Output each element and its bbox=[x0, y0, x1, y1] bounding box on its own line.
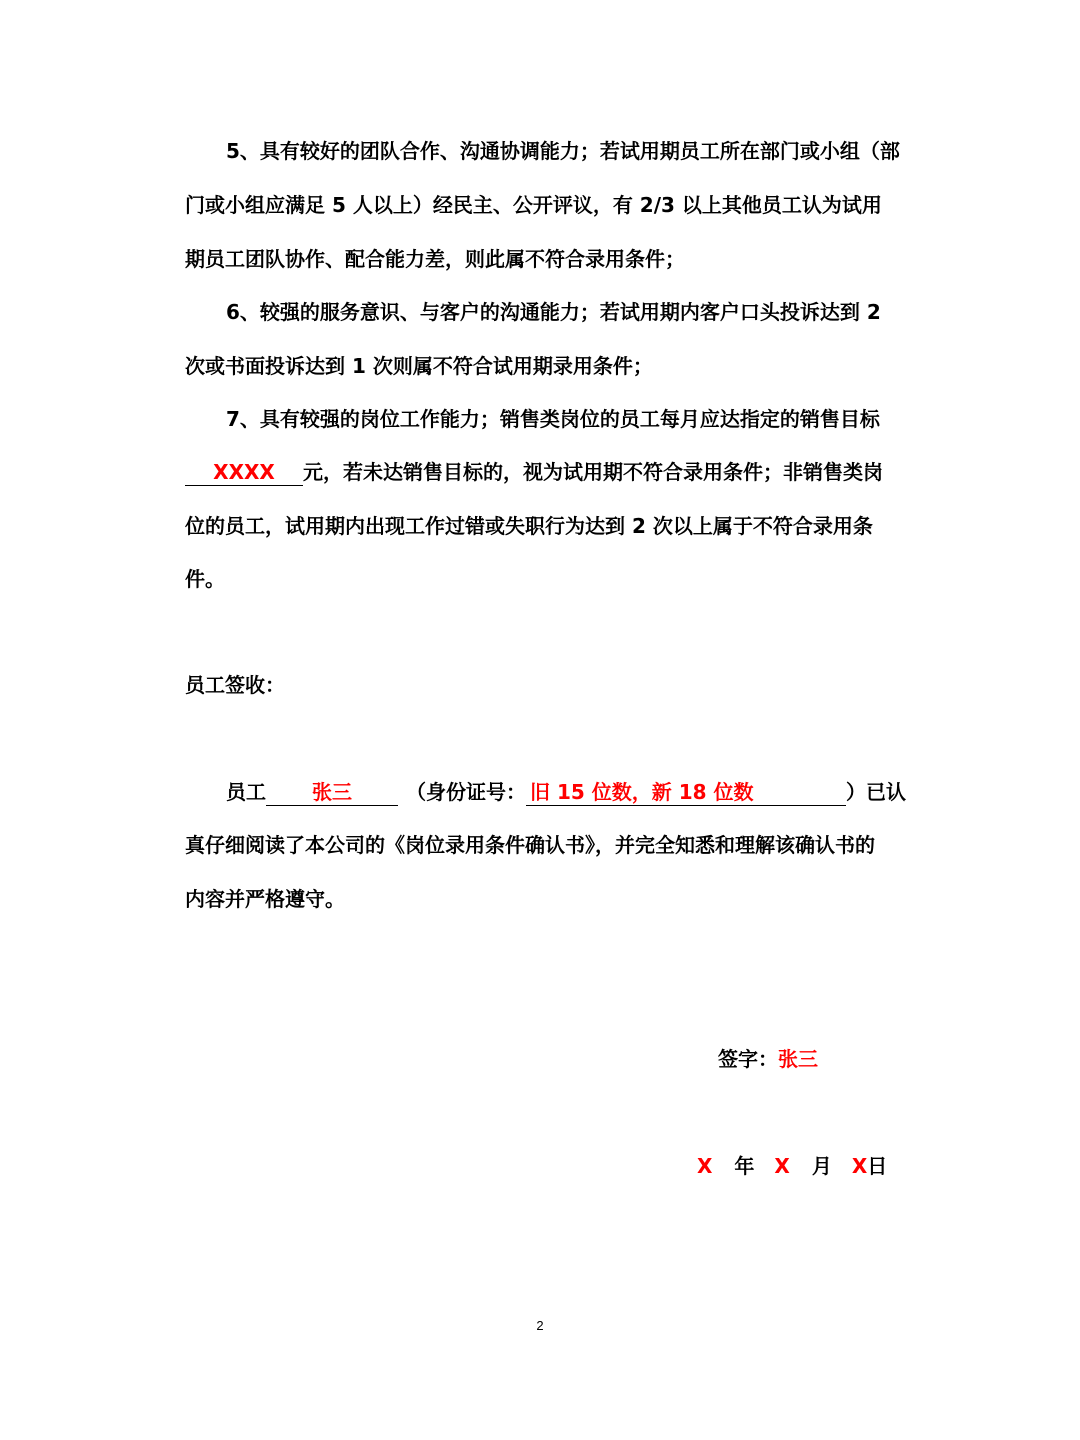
clause-7-line-3: 位的员工，试用期内出现工作过错或失职行为达到 2 次以上属于不符合录用条 bbox=[185, 514, 873, 538]
clause-7-line-2 bbox=[185, 458, 897, 486]
employee-name-field: 张三 bbox=[266, 779, 398, 806]
clause-5-line-3: 期员工团队协作、配合能力差，则此属不符合录用条件； bbox=[185, 247, 685, 271]
signature-label: 签字： bbox=[718, 1047, 778, 1071]
date-year-label: 年 bbox=[734, 1154, 755, 1178]
signature-name: 张三 bbox=[778, 1047, 818, 1071]
sales-target-value: XXXX bbox=[185, 459, 303, 486]
clause-7-line-1: 7、具有较强的岗位工作能力；销售类岗位的员工每月应达指定的销售目标 bbox=[226, 407, 880, 431]
id-suffix: ）已认 bbox=[846, 780, 906, 804]
page-number: 2 bbox=[536, 1318, 544, 1333]
clause-5-line-1: 5、具有较好的团队合作、沟通协调能力；若试用期员工所在部门或小组（部 bbox=[226, 139, 900, 163]
date-day-value: X bbox=[851, 1154, 868, 1178]
clause-7-line-4: 件。 bbox=[185, 567, 225, 591]
receipt-heading: 员工签收： bbox=[185, 673, 285, 697]
clause-7-line-2-text: 元，若未达销售目标的，视为试用期不符合录用条件；非销售类岗 bbox=[303, 460, 883, 484]
id-number-field: 旧 15 位数，新 18 位数 bbox=[526, 779, 846, 806]
receipt-line-3: 内容并严格遵守。 bbox=[185, 887, 345, 911]
date-line bbox=[697, 1152, 887, 1180]
receipt-line-2: 真仔细阅读了本公司的《岗位录用条件确认书》，并完全知悉和理解该确认书的 bbox=[185, 833, 875, 857]
clause-6-line-2: 次或书面投诉达到 1 次则属不符合试用期录用条件； bbox=[185, 354, 653, 378]
clause-5-line-2: 门或小组应满足 5 人以上）经民主、公开评议，有 2/3 以上其他员工认为试用 bbox=[185, 193, 882, 217]
date-month-value: X bbox=[774, 1154, 790, 1178]
date-year-value: X bbox=[697, 1154, 713, 1178]
date-month-label: 月 bbox=[811, 1154, 832, 1178]
receipt-line-1 bbox=[226, 778, 906, 806]
employee-prefix: 员工 bbox=[226, 780, 266, 804]
clause-6-line-1: 6、较强的服务意识、与客户的沟通能力；若试用期内客户口头投诉达到 2 bbox=[226, 300, 881, 324]
date-day-label: 日 bbox=[867, 1154, 888, 1178]
signature-line bbox=[718, 1045, 818, 1073]
id-label: （身份证号： bbox=[406, 780, 526, 804]
